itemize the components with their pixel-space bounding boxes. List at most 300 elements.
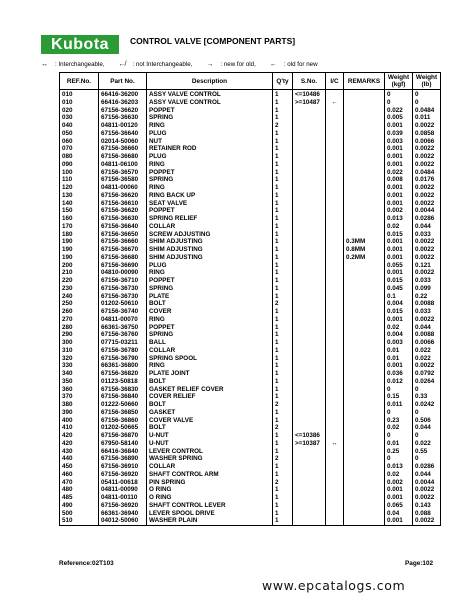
ref-no-cell: 430 bbox=[60, 448, 99, 456]
serial-no-cell bbox=[293, 107, 326, 115]
ic-cell: ↔ bbox=[326, 440, 344, 448]
remarks-cell bbox=[344, 90, 385, 99]
qty-cell: 1 bbox=[273, 370, 293, 378]
part-no-cell: 66416-36200 bbox=[99, 90, 147, 99]
column-header: REF.No. bbox=[60, 73, 99, 90]
ic-cell: ← bbox=[326, 99, 344, 107]
description-cell: PLATE bbox=[147, 293, 273, 301]
weight-kgf-cell: 0.045 bbox=[385, 285, 413, 293]
serial-no-cell bbox=[293, 347, 326, 355]
remarks-cell bbox=[344, 432, 385, 440]
ref-no-cell: 490 bbox=[60, 502, 99, 510]
description-cell: O RING bbox=[147, 494, 273, 502]
qty-cell: 1 bbox=[273, 324, 293, 332]
description-cell: WASHER SPRING bbox=[147, 455, 273, 463]
legend-text: : new for old, bbox=[220, 61, 256, 68]
part-no-cell: 67156-36640 bbox=[99, 130, 147, 138]
description-cell: COLLAR bbox=[147, 463, 273, 471]
table-row bbox=[60, 401, 441, 409]
ic-cell bbox=[326, 324, 344, 332]
column-header: I/C bbox=[326, 73, 344, 90]
remarks-cell bbox=[344, 169, 385, 177]
weight-kgf-cell: 0.001 bbox=[385, 316, 413, 324]
ic-cell bbox=[326, 308, 344, 316]
weight-lb-cell: 0.0286 bbox=[413, 215, 441, 223]
table-row bbox=[60, 246, 441, 254]
parts-table bbox=[59, 72, 441, 526]
part-no-cell: 01222-50660 bbox=[99, 401, 147, 409]
description-cell: SHAFT CONTROL ARM bbox=[147, 471, 273, 479]
table-row bbox=[60, 231, 441, 239]
ic-cell bbox=[326, 114, 344, 122]
table-row bbox=[60, 455, 441, 463]
ic-cell bbox=[326, 231, 344, 239]
ic-cell bbox=[326, 169, 344, 177]
ic-cell bbox=[326, 200, 344, 208]
remarks-cell bbox=[344, 448, 385, 456]
serial-no-cell bbox=[293, 277, 326, 285]
description-cell: PLUG bbox=[147, 262, 273, 270]
ic-cell bbox=[326, 269, 344, 277]
column-header: Weight (lb) bbox=[413, 73, 441, 90]
table-row bbox=[60, 207, 441, 215]
weight-kgf-cell: 0.001 bbox=[385, 494, 413, 502]
serial-no-cell bbox=[293, 370, 326, 378]
weight-lb-cell: 0.0022 bbox=[413, 486, 441, 494]
ic-cell bbox=[326, 90, 344, 99]
table-row bbox=[60, 463, 441, 471]
description-cell: RING bbox=[147, 269, 273, 277]
serial-no-cell bbox=[293, 424, 326, 432]
weight-lb-cell: 0.0022 bbox=[413, 517, 441, 525]
weight-kgf-cell: 0 bbox=[385, 432, 413, 440]
ic-cell bbox=[326, 517, 344, 525]
description-cell: RING bbox=[147, 122, 273, 130]
ic-cell bbox=[326, 122, 344, 130]
ref-no-cell: 070 bbox=[60, 145, 99, 153]
legend-item bbox=[206, 61, 262, 68]
description-cell: PLUG bbox=[147, 153, 273, 161]
weight-lb-cell: 0.0022 bbox=[413, 200, 441, 208]
remarks-cell bbox=[344, 409, 385, 417]
serial-no-cell bbox=[293, 184, 326, 192]
part-no-cell: 67156-36840 bbox=[99, 393, 147, 401]
part-no-cell: 67156-36680 bbox=[99, 153, 147, 161]
description-cell: SEAT VALVE bbox=[147, 200, 273, 208]
serial-no-cell bbox=[293, 231, 326, 239]
weight-lb-cell: 0.099 bbox=[413, 285, 441, 293]
ref-no-cell: 290 bbox=[60, 331, 99, 339]
table-row bbox=[60, 494, 441, 502]
weight-kgf-cell: 0.02 bbox=[385, 424, 413, 432]
ref-no-cell: 250 bbox=[60, 300, 99, 308]
ic-cell bbox=[326, 215, 344, 223]
qty-cell: 1 bbox=[273, 285, 293, 293]
part-no-cell: 67156-36790 bbox=[99, 355, 147, 363]
part-no-cell: 67156-36570 bbox=[99, 169, 147, 177]
qty-cell: 1 bbox=[273, 145, 293, 153]
weight-lb-cell: 0.0242 bbox=[413, 401, 441, 409]
part-no-cell: 67156-36640 bbox=[99, 223, 147, 231]
weight-lb-cell: 0.0088 bbox=[413, 300, 441, 308]
ic-cell bbox=[326, 494, 344, 502]
serial-no-cell bbox=[293, 463, 326, 471]
weight-kgf-cell: 0.055 bbox=[385, 262, 413, 270]
ref-no-cell: 240 bbox=[60, 293, 99, 301]
qty-cell: 1 bbox=[273, 277, 293, 285]
page-title: CONTROL VALVE [COMPONENT PARTS] bbox=[130, 36, 296, 46]
weight-kgf-cell: 0.001 bbox=[385, 269, 413, 277]
part-no-cell: 04811-06100 bbox=[99, 161, 147, 169]
weight-lb-cell: 0.0022 bbox=[413, 254, 441, 262]
table-body bbox=[60, 90, 441, 526]
weight-kgf-cell: 0.001 bbox=[385, 192, 413, 200]
description-cell: BOLT bbox=[147, 378, 273, 386]
legend-item bbox=[270, 61, 325, 68]
watermark-text: www.epcatalogs.com bbox=[262, 578, 406, 593]
table-row bbox=[60, 184, 441, 192]
part-no-cell: 67156-36780 bbox=[99, 347, 147, 355]
weight-lb-cell: 0.0044 bbox=[413, 207, 441, 215]
serial-no-cell bbox=[293, 324, 326, 332]
ref-no-cell: 150 bbox=[60, 207, 99, 215]
qty-cell: 1 bbox=[273, 463, 293, 471]
ic-cell bbox=[326, 130, 344, 138]
ref-no-cell: 330 bbox=[60, 362, 99, 370]
remarks-cell bbox=[344, 401, 385, 409]
weight-lb-cell: 0.0484 bbox=[413, 169, 441, 177]
serial-no-cell bbox=[293, 316, 326, 324]
weight-kgf-cell: 0.002 bbox=[385, 479, 413, 487]
qty-cell: 1 bbox=[273, 339, 293, 347]
table-row bbox=[60, 90, 441, 99]
weight-lb-cell: 0.143 bbox=[413, 502, 441, 510]
weight-lb-cell: 0.0022 bbox=[413, 238, 441, 246]
ic-cell bbox=[326, 238, 344, 246]
part-no-cell: 67156-36580 bbox=[99, 176, 147, 184]
qty-cell: 1 bbox=[273, 432, 293, 440]
weight-lb-cell: 0.0044 bbox=[413, 479, 441, 487]
ic-cell bbox=[326, 293, 344, 301]
weight-lb-cell: 0.0858 bbox=[413, 130, 441, 138]
serial-no-cell bbox=[293, 471, 326, 479]
qty-cell: 1 bbox=[273, 138, 293, 146]
ref-no-cell: 420 bbox=[60, 432, 99, 440]
qty-cell: 1 bbox=[273, 262, 293, 270]
legend-text: : not Interchangeable, bbox=[132, 61, 193, 68]
weight-kgf-cell: 0.022 bbox=[385, 169, 413, 177]
ic-cell bbox=[326, 510, 344, 518]
arrow-icon: ← bbox=[269, 61, 277, 68]
part-no-cell: 67156-36660 bbox=[99, 238, 147, 246]
table-row bbox=[60, 277, 441, 285]
table-row bbox=[60, 432, 441, 440]
serial-no-cell bbox=[293, 339, 326, 347]
part-no-cell: 04811-00070 bbox=[99, 316, 147, 324]
ic-cell bbox=[326, 362, 344, 370]
part-no-cell: 67156-36620 bbox=[99, 107, 147, 115]
reference-label: Reference:02T103 bbox=[59, 560, 114, 567]
ref-no-cell: 340 bbox=[60, 370, 99, 378]
serial-no-cell bbox=[293, 269, 326, 277]
table-row bbox=[60, 223, 441, 231]
remarks-cell bbox=[344, 99, 385, 107]
ref-no-cell: 260 bbox=[60, 308, 99, 316]
serial-no-cell: <=10386 bbox=[293, 432, 326, 440]
column-header: S.No. bbox=[293, 73, 326, 90]
weight-kgf-cell: 0.02 bbox=[385, 223, 413, 231]
weight-lb-cell: 0.55 bbox=[413, 448, 441, 456]
table-row bbox=[60, 355, 441, 363]
remarks-cell bbox=[344, 502, 385, 510]
weight-lb-cell: 0.022 bbox=[413, 355, 441, 363]
ref-no-cell: 180 bbox=[60, 231, 99, 239]
weight-lb-cell: 0.022 bbox=[413, 440, 441, 448]
qty-cell: 1 bbox=[273, 393, 293, 401]
remarks-cell: 0.8MM bbox=[344, 246, 385, 254]
qty-cell: 1 bbox=[273, 176, 293, 184]
table-row bbox=[60, 269, 441, 277]
weight-lb-cell: 0.0022 bbox=[413, 246, 441, 254]
remarks-cell: 0.3MM bbox=[344, 238, 385, 246]
serial-no-cell bbox=[293, 207, 326, 215]
qty-cell: 1 bbox=[273, 510, 293, 518]
part-no-cell: 67156-36660 bbox=[99, 145, 147, 153]
ref-no-cell: 300 bbox=[60, 339, 99, 347]
ic-cell bbox=[326, 262, 344, 270]
part-no-cell: 67156-36630 bbox=[99, 114, 147, 122]
ref-no-cell: 120 bbox=[60, 184, 99, 192]
ref-no-cell: 110 bbox=[60, 176, 99, 184]
ic-cell bbox=[326, 223, 344, 231]
remarks-cell bbox=[344, 200, 385, 208]
weight-kgf-cell: 0.15 bbox=[385, 393, 413, 401]
description-cell: COVER VALVE bbox=[147, 417, 273, 425]
description-cell: LEVER SPOOL DRIVE bbox=[147, 510, 273, 518]
remarks-cell bbox=[344, 494, 385, 502]
remarks-cell bbox=[344, 215, 385, 223]
description-cell: COVER bbox=[147, 308, 273, 316]
remarks-cell bbox=[344, 393, 385, 401]
qty-cell: 1 bbox=[273, 386, 293, 394]
serial-no-cell bbox=[293, 254, 326, 262]
qty-cell: 1 bbox=[273, 502, 293, 510]
weight-lb-cell: 0.033 bbox=[413, 277, 441, 285]
description-cell: COVER RELIEF bbox=[147, 393, 273, 401]
description-cell: SPRING bbox=[147, 114, 273, 122]
part-no-cell: 67156-36620 bbox=[99, 207, 147, 215]
kubota-logo: Kubota bbox=[41, 35, 119, 54]
weight-kgf-cell: 0.004 bbox=[385, 331, 413, 339]
ref-no-cell: 410 bbox=[60, 424, 99, 432]
part-no-cell: 01202-50610 bbox=[99, 300, 147, 308]
remarks-cell bbox=[344, 192, 385, 200]
description-cell: O RING bbox=[147, 486, 273, 494]
remarks-cell bbox=[344, 339, 385, 347]
weight-kgf-cell: 0.002 bbox=[385, 207, 413, 215]
qty-cell: 1 bbox=[273, 90, 293, 99]
qty-cell: 1 bbox=[273, 192, 293, 200]
ic-cell bbox=[326, 463, 344, 471]
ic-cell bbox=[326, 339, 344, 347]
table-row bbox=[60, 122, 441, 130]
weight-kgf-cell: 0 bbox=[385, 90, 413, 99]
part-no-cell: 66416-36840 bbox=[99, 448, 147, 456]
weight-kgf-cell: 0.015 bbox=[385, 308, 413, 316]
ref-no-cell: 080 bbox=[60, 153, 99, 161]
ref-no-cell: 140 bbox=[60, 200, 99, 208]
remarks-cell bbox=[344, 285, 385, 293]
ref-no-cell: 320 bbox=[60, 355, 99, 363]
weight-kgf-cell: 0.011 bbox=[385, 401, 413, 409]
ic-cell bbox=[326, 355, 344, 363]
serial-no-cell bbox=[293, 502, 326, 510]
part-no-cell: 67156-36730 bbox=[99, 293, 147, 301]
remarks-cell bbox=[344, 207, 385, 215]
description-cell: COLLAR bbox=[147, 347, 273, 355]
part-no-cell: 05411-00618 bbox=[99, 479, 147, 487]
column-header: Description bbox=[147, 73, 273, 90]
ref-no-cell: 460 bbox=[60, 471, 99, 479]
ref-no-cell: 380 bbox=[60, 401, 99, 409]
remarks-cell bbox=[344, 479, 385, 487]
weight-kgf-cell: 0 bbox=[385, 409, 413, 417]
weight-kgf-cell: 0.015 bbox=[385, 231, 413, 239]
remarks-cell bbox=[344, 277, 385, 285]
description-cell: SPRING SPOOL bbox=[147, 355, 273, 363]
qty-cell: 1 bbox=[273, 223, 293, 231]
serial-no-cell bbox=[293, 293, 326, 301]
column-header: Weight (kgf) bbox=[385, 73, 413, 90]
legend-item bbox=[119, 61, 200, 68]
weight-kgf-cell: 0.001 bbox=[385, 184, 413, 192]
remarks-cell bbox=[344, 145, 385, 153]
ic-cell bbox=[326, 455, 344, 463]
part-no-cell: 67156-36820 bbox=[99, 370, 147, 378]
remarks-cell bbox=[344, 153, 385, 161]
serial-no-cell bbox=[293, 494, 326, 502]
ref-no-cell: 200 bbox=[60, 262, 99, 270]
remarks-cell bbox=[344, 386, 385, 394]
ref-no-cell: 100 bbox=[60, 169, 99, 177]
qty-cell: 1 bbox=[273, 471, 293, 479]
qty-cell: 1 bbox=[273, 107, 293, 115]
part-no-cell: 67156-36860 bbox=[99, 417, 147, 425]
ic-cell bbox=[326, 145, 344, 153]
serial-no-cell bbox=[293, 169, 326, 177]
table-row bbox=[60, 200, 441, 208]
table-row bbox=[60, 448, 441, 456]
ic-cell bbox=[326, 471, 344, 479]
ref-no-cell: 280 bbox=[60, 324, 99, 332]
ic-cell bbox=[326, 417, 344, 425]
ic-cell bbox=[326, 107, 344, 115]
remarks-cell bbox=[344, 424, 385, 432]
serial-no-cell bbox=[293, 161, 326, 169]
weight-lb-cell: 0.0022 bbox=[413, 362, 441, 370]
ref-no-cell: 310 bbox=[60, 347, 99, 355]
description-cell: PLUG bbox=[147, 130, 273, 138]
ic-cell bbox=[326, 347, 344, 355]
ic-cell bbox=[326, 153, 344, 161]
description-cell: SCREW ADJUSTING bbox=[147, 231, 273, 239]
qty-cell: 1 bbox=[273, 200, 293, 208]
weight-lb-cell: 0.044 bbox=[413, 324, 441, 332]
remarks-cell bbox=[344, 114, 385, 122]
description-cell: BOLT bbox=[147, 300, 273, 308]
weight-kgf-cell: 0.065 bbox=[385, 502, 413, 510]
part-no-cell: 67156-36610 bbox=[99, 200, 147, 208]
table-row bbox=[60, 161, 441, 169]
weight-lb-cell: 0.044 bbox=[413, 471, 441, 479]
part-no-cell: 07715-03211 bbox=[99, 339, 147, 347]
serial-no-cell bbox=[293, 362, 326, 370]
qty-cell: 1 bbox=[273, 246, 293, 254]
serial-no-cell bbox=[293, 417, 326, 425]
table-row bbox=[60, 238, 441, 246]
part-no-cell: 01202-50665 bbox=[99, 424, 147, 432]
remarks-cell bbox=[344, 138, 385, 146]
ref-no-cell: 020 bbox=[60, 107, 99, 115]
ref-no-cell: 390 bbox=[60, 409, 99, 417]
ic-cell bbox=[326, 277, 344, 285]
remarks-cell bbox=[344, 510, 385, 518]
ref-no-cell: 050 bbox=[60, 130, 99, 138]
ref-no-cell: 040 bbox=[60, 122, 99, 130]
ref-no-cell: 500 bbox=[60, 510, 99, 518]
weight-kgf-cell: 0.01 bbox=[385, 347, 413, 355]
table-row bbox=[60, 308, 441, 316]
serial-no-cell bbox=[293, 378, 326, 386]
page-number: Page:102 bbox=[405, 560, 434, 567]
weight-kgf-cell: 0.001 bbox=[385, 246, 413, 254]
table-row bbox=[60, 169, 441, 177]
table-row bbox=[60, 99, 441, 107]
remarks-cell bbox=[344, 463, 385, 471]
column-header: REMARKS bbox=[344, 73, 385, 90]
part-no-cell: 67156-36730 bbox=[99, 285, 147, 293]
ic-cell bbox=[326, 176, 344, 184]
serial-no-cell bbox=[293, 192, 326, 200]
ref-no-cell: 485 bbox=[60, 494, 99, 502]
serial-no-cell: >=10387 bbox=[293, 440, 326, 448]
legend bbox=[41, 61, 332, 68]
part-no-cell: 02014-50060 bbox=[99, 138, 147, 146]
description-cell: ASSY VALVE CONTROL bbox=[147, 90, 273, 99]
table-row bbox=[60, 176, 441, 184]
weight-lb-cell: 0.022 bbox=[413, 347, 441, 355]
table-row bbox=[60, 285, 441, 293]
remarks-cell bbox=[344, 161, 385, 169]
ic-cell bbox=[326, 184, 344, 192]
ic-cell bbox=[326, 393, 344, 401]
part-no-cell: 67156-36920 bbox=[99, 502, 147, 510]
table-row bbox=[60, 138, 441, 146]
weight-lb-cell: 0 bbox=[413, 409, 441, 417]
ic-cell bbox=[326, 386, 344, 394]
weight-kgf-cell: 0.001 bbox=[385, 238, 413, 246]
weight-lb-cell: 0.0088 bbox=[413, 331, 441, 339]
weight-kgf-cell: 0.001 bbox=[385, 161, 413, 169]
serial-no-cell bbox=[293, 246, 326, 254]
remarks-cell bbox=[344, 293, 385, 301]
column-header: Part No. bbox=[99, 73, 147, 90]
table-row bbox=[60, 114, 441, 122]
weight-kgf-cell: 0.1 bbox=[385, 293, 413, 301]
table-row bbox=[60, 153, 441, 161]
ref-no-cell: 010 bbox=[60, 99, 99, 107]
qty-cell: 1 bbox=[273, 215, 293, 223]
